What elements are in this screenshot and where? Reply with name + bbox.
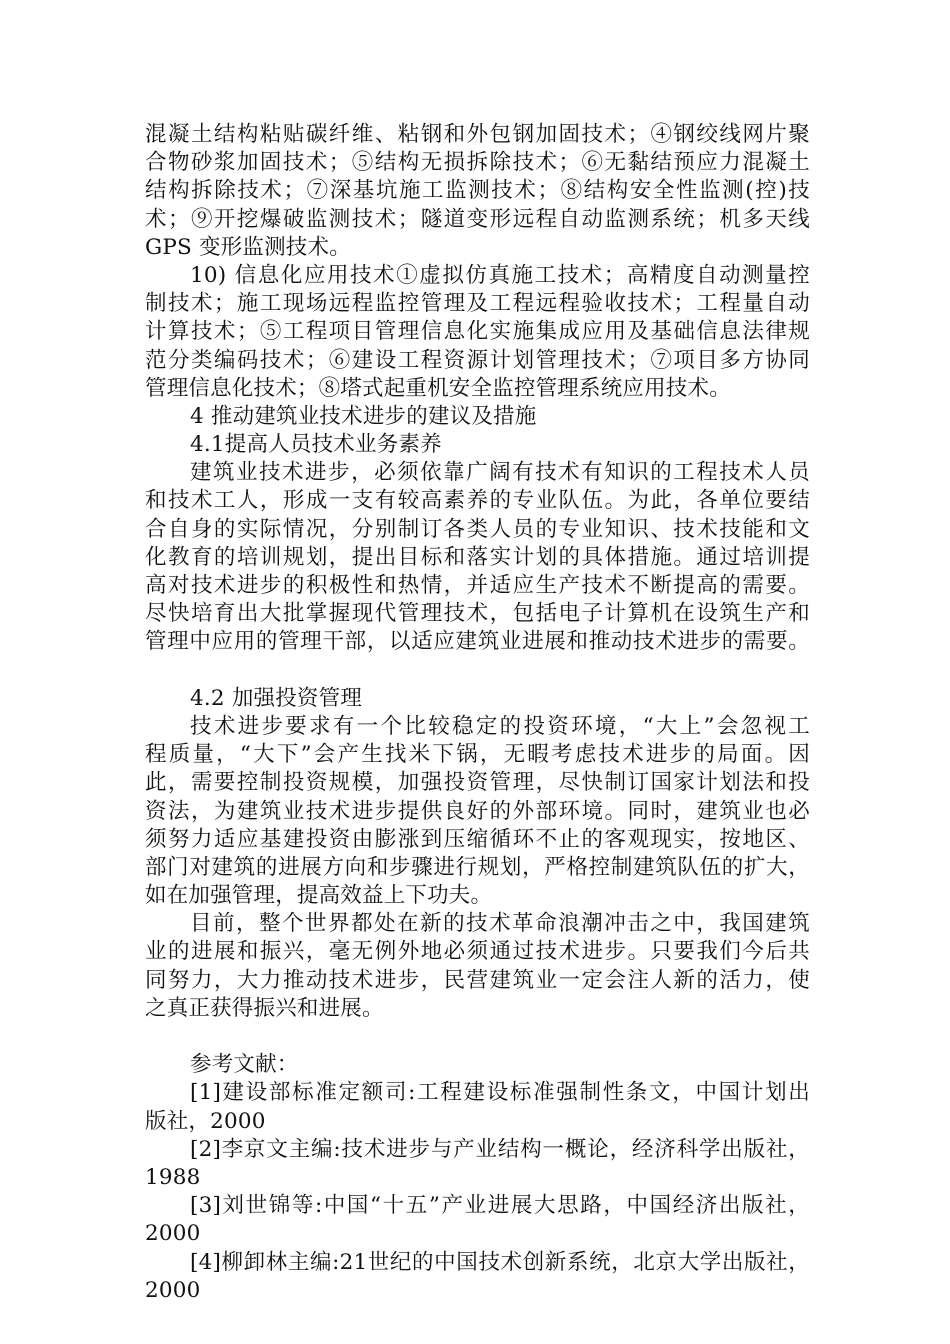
text-line: 业的进展和振兴，毫无例外地必须通过技术进步。只要我们今后共	[145, 939, 810, 965]
text-line: 4 推动建筑业技术进步的建议及措施	[190, 403, 537, 429]
text-line: [4]柳卸林主编:21世纪的中国技术创新系统，北京大学出版社，	[190, 1249, 810, 1275]
text-line: [3]刘世锦等:中国“十五”产业进展大思路，中国经济出版社，	[190, 1193, 810, 1219]
text-line: 4.2 加强投资管理	[190, 685, 363, 711]
text-line: 之真正获得振兴和进展。	[145, 995, 384, 1021]
text-line: 制技术；施工现场远程监控管理及工程远程验收技术；工程量自动	[145, 291, 810, 317]
text-line: 高对技术进步的积极性和热情，并适应生产技术不断提高的需要。	[145, 573, 810, 598]
text-line: 结构拆除技术；⑦深基坑施工监测技术；⑧结构安全性监测(控)技	[145, 178, 810, 204]
text-line: 目前，整个世界都处在新的技术革命浪潮冲击之中，我国建筑	[190, 911, 810, 937]
text-line: 部门对建筑的进展方向和步骤进行规划，严格控制建筑队伍的扩大，	[145, 854, 810, 880]
text-line: 合物砂浆加固技术；⑤结构无损拆除技术；⑥无黏结预应力混凝土	[145, 150, 810, 176]
blank-line	[145, 657, 810, 685]
text-line: 须努力适应基建投资由膨涨到压缩循环不止的客观现实，按地区、	[145, 826, 810, 852]
blank-line	[145, 1023, 810, 1051]
text-line: 混凝土结构粘贴碳纤维、粘钢和外包钢加固技术；④钢绞线网片聚	[145, 122, 810, 147]
text-line: 此，需要控制投资规模，加强投资管理，尽快制订国家计划法和投	[145, 770, 810, 796]
text-line: 计算技术；⑤工程项目管理信息化实施集成应用及基础信息法律规	[145, 319, 810, 345]
document-body	[145, 121, 810, 1305]
text-line: 资法，为建筑业技术进步提供良好的外部环境。同时，建筑业也必	[145, 798, 810, 824]
text-line: [2]李京文主编:技术进步与产业结构一概论，经济科学出版社，	[190, 1136, 810, 1162]
text-line: 尽快培育出大批掌握现代管理技术，包括电子计算机在设筑生产和	[145, 601, 810, 627]
text-line: 管理信息化技术；⑧塔式起重机安全监控管理系统应用技术。	[145, 375, 731, 401]
text-line: 4.1提高人员技术业务素养	[190, 432, 442, 458]
text-line: 版社，2000	[145, 1108, 266, 1134]
text-line: 化教育的培训规划，提出目标和落实计划的具体措施。通过培训提	[145, 544, 810, 570]
text-line: 管理中应用的管理干部，以适应建筑业进展和推动技术进步的需要。	[145, 629, 810, 655]
text-line: 范分类编码技术；⑥建设工程资源计划管理技术；⑦项目多方协同	[145, 347, 810, 373]
text-line: 1988	[145, 1164, 201, 1190]
text-line: 术；⑨开挖爆破监测技术；隧道变形远程自动监测系统；机多天线	[145, 206, 810, 232]
text-line: 如在加强管理，提高效益上下功夫。	[145, 883, 493, 909]
text-line: 程质量，“大下”会产生找米下锅，无暇考虑技术进步的局面。因	[145, 742, 810, 768]
text-line: 合自身的实际情况，分别制订各类人员的专业知识、技术技能和文	[145, 516, 810, 542]
text-line: 同努力，大力推动技术进步，民营建筑业一定会注人新的活力，使	[145, 967, 810, 993]
text-line: 参考文献：	[190, 1052, 299, 1078]
text-line: 技术进步要求有一个比较稳定的投资环境，“大上”会忽视工	[190, 713, 810, 739]
text-line: 2000	[145, 1277, 201, 1303]
text-line: 10) 信息化应用技术①虚拟仿真施工技术；高精度自动测量控	[190, 262, 810, 288]
text-line: 建筑业技术进步，必须依靠广阔有技术有知识的工程技术人员	[190, 460, 810, 486]
text-line: 和技术工人，形成一支有较高素养的专业队伍。为此，各单位要结	[145, 488, 810, 514]
text-line: GPS 变形监测技术。	[145, 234, 351, 260]
text-line: [1]建设部标准定额司:工程建设标准强制性条文，中国计划出	[190, 1080, 810, 1106]
text-line: 2000	[145, 1221, 201, 1247]
